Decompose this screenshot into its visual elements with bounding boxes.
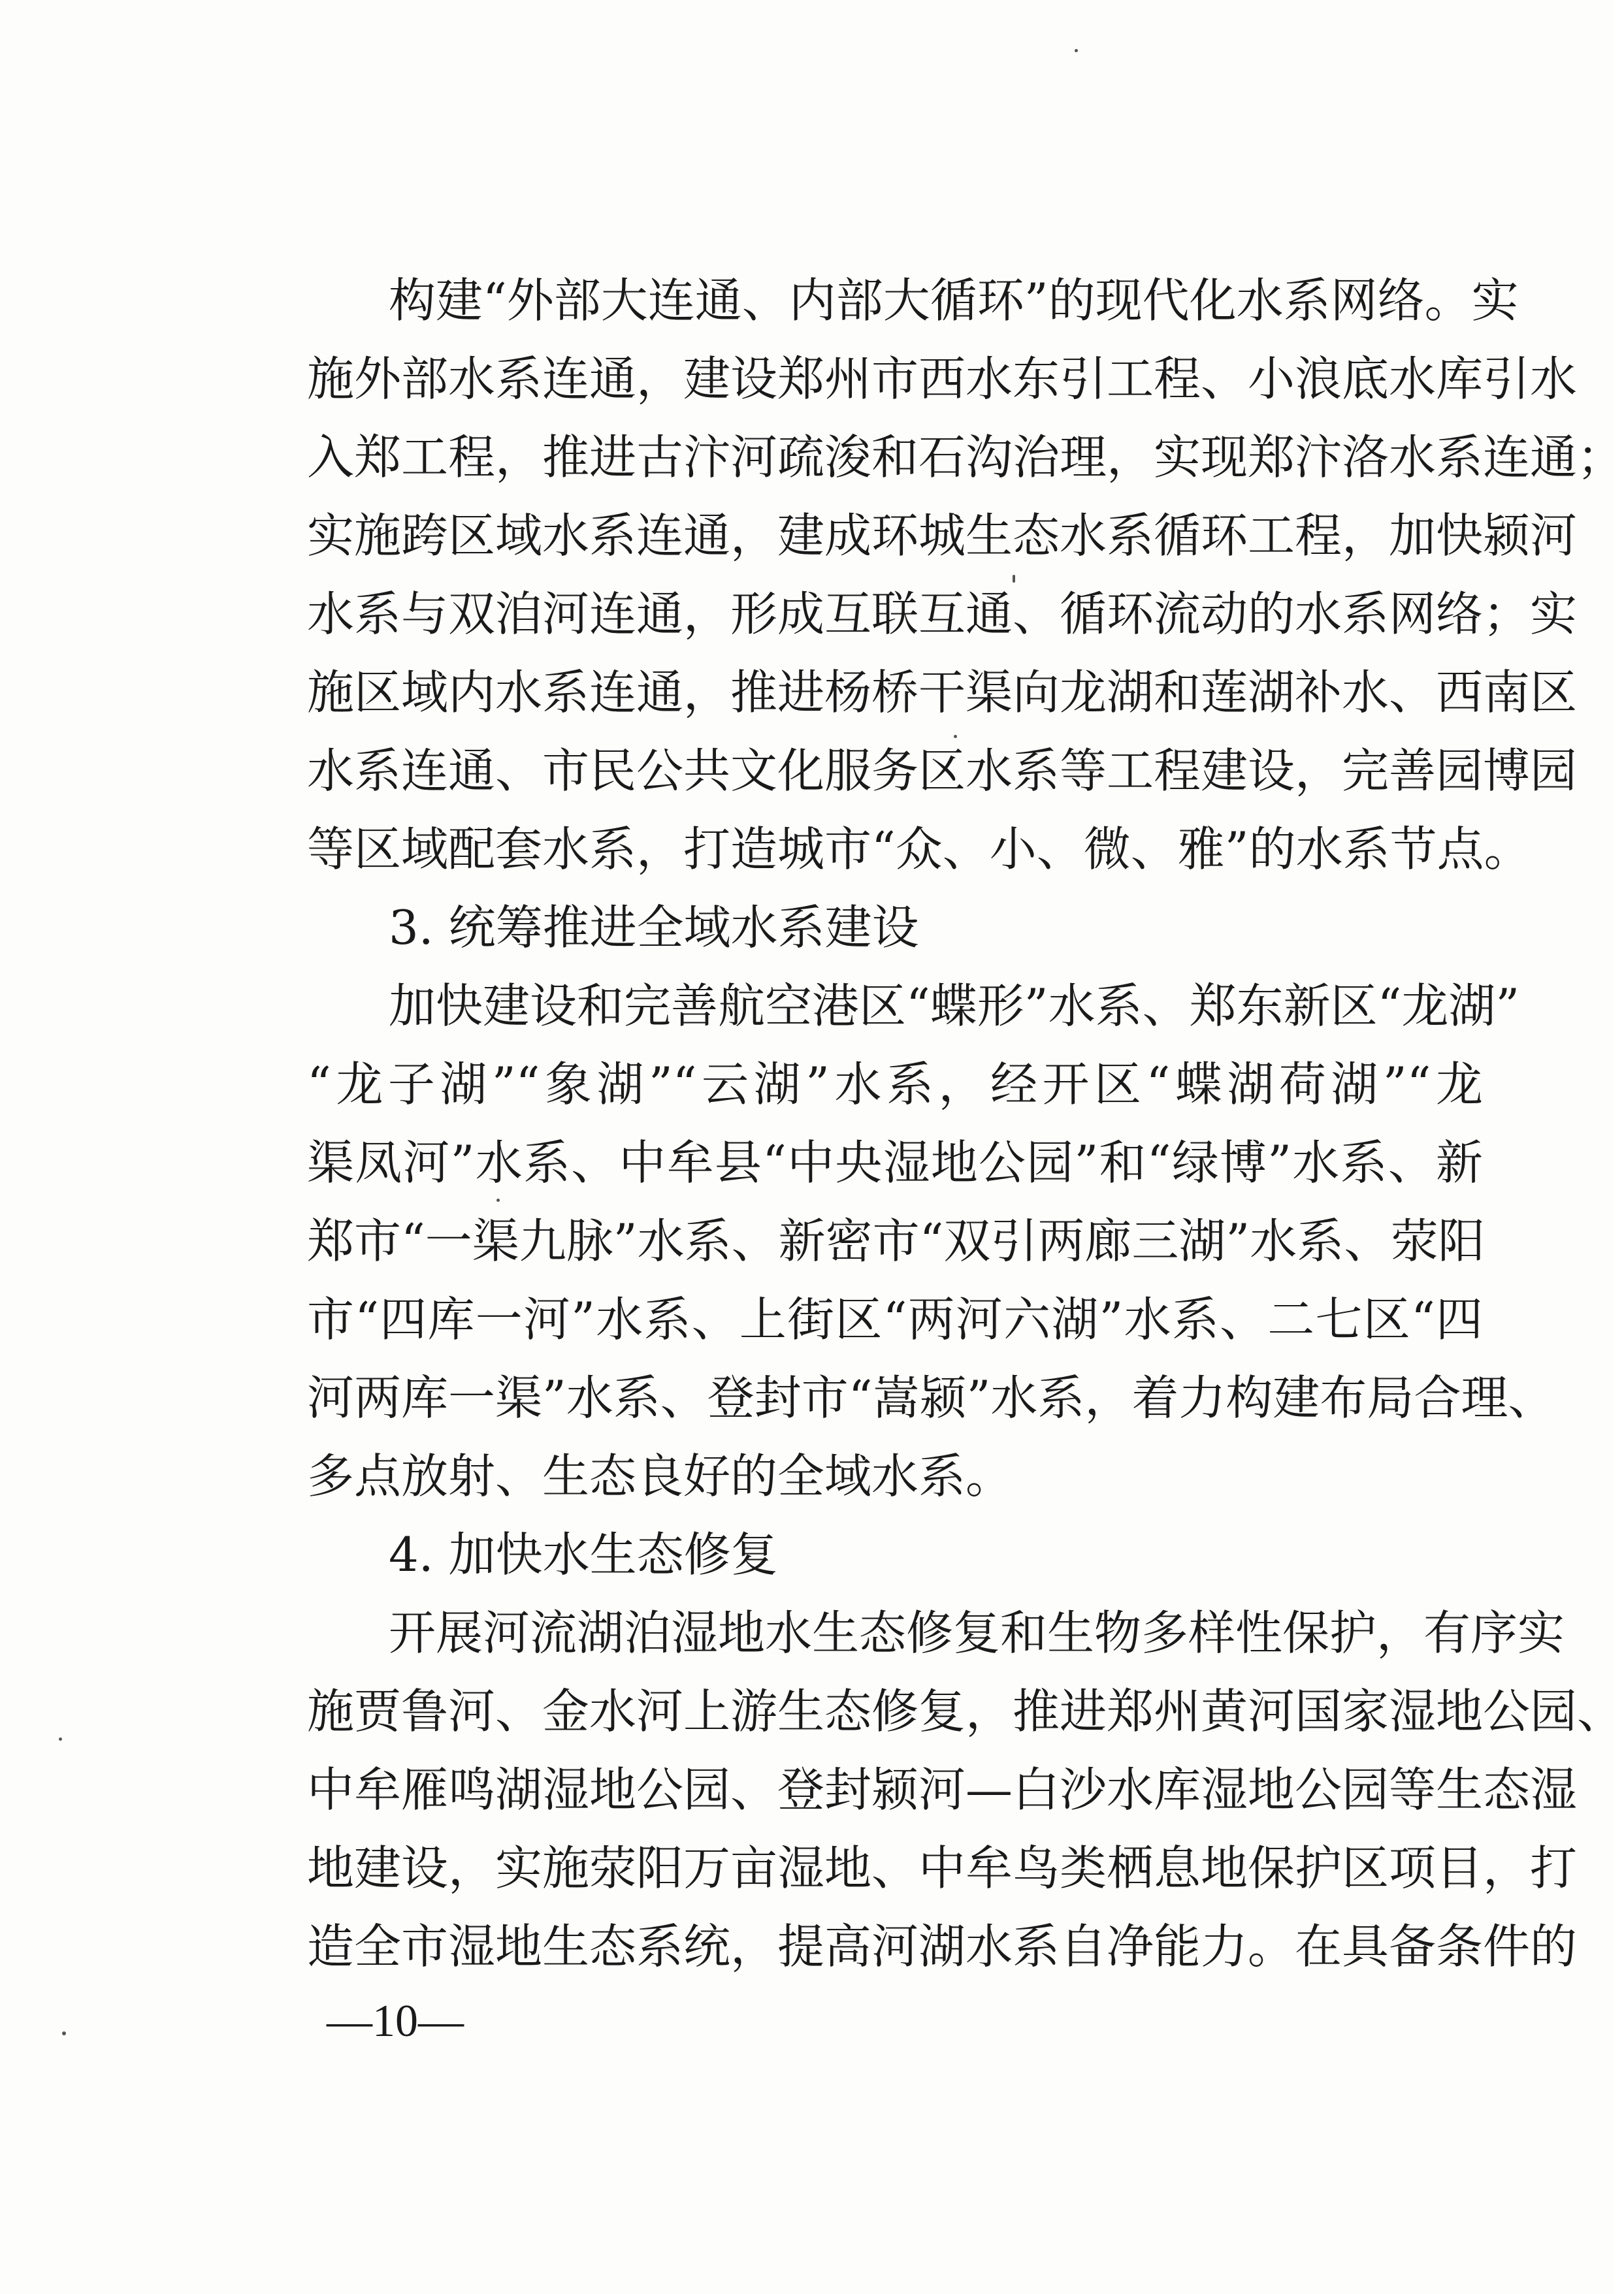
paragraph-line-18: 中牟雁鸣湖湿地公园、登封颍河—白沙水库湿地公园等生态湿 — [307, 1762, 1578, 1817]
paragraph-line-20: 造全市湿地生态系统，提高河湖水系自净能力。在具备条件的 — [307, 1919, 1578, 1974]
paragraph-line-7: 水系连通、市民公共文化服务区水系等工程建设，完善园博园 — [307, 743, 1578, 798]
paragraph-line-11: 渠凤河”水系、中牟县“中央湿地公园”和“绿博”水系、新 — [307, 1135, 1483, 1190]
scan-speck — [954, 735, 957, 738]
paragraph-line-6: 施区域内水系连通，推进杨桥干渠向龙湖和莲湖补水、西南区 — [307, 665, 1578, 720]
paragraph-line-15: 多点放射、生态良好的全域水系。 — [307, 1449, 1013, 1504]
paragraph-line-3: 入郑工程，推进古汴河疏浚和石沟治理，实现郑汴洛水系连通； — [307, 430, 1624, 485]
scan-speck — [59, 1737, 62, 1741]
paragraph-line-5: 水系与双洎河连通，形成互联互通、循环流动的水系网络；实 — [307, 587, 1578, 641]
paragraph-line-9: 加快建设和完善航空港区“蝶形”水系、郑东新区“龙湖” — [389, 978, 1520, 1033]
section-heading-3: 3. 统筹推进全域水系建设 — [389, 900, 919, 955]
page-number: —10— — [327, 1996, 464, 2046]
paragraph-line-1: 构建“外部大连通、内部大循环”的现代化水系网络。实 — [389, 273, 1519, 328]
scan-speck — [62, 2031, 66, 2035]
paragraph-line-10: “龙子湖”“象湖”“云湖”水系，经开区“蝶湖荷湖”“龙 — [307, 1057, 1483, 1112]
paragraph-line-8: 等区域配套水系，打造城市“众、小、微、雅”的水系节点。 — [307, 822, 1531, 877]
scan-speck — [1075, 49, 1078, 52]
paragraph-line-12: 郑市“一渠九脉”水系、新密市“双引两廊三湖”水系、荥阳 — [307, 1214, 1486, 1268]
paragraph-line-2: 施外部水系连通，建设郑州市西水东引工程、小浪底水库引水 — [307, 351, 1578, 406]
scan-speck — [1013, 575, 1015, 583]
scan-speck — [496, 1199, 500, 1202]
paragraph-line-14: 河两库一渠”水系、登封市“嵩颍”水系，着力构建布局合理、 — [307, 1370, 1555, 1425]
paragraph-line-13: 市“四库一河”水系、上街区“两河六湖”水系、二七区“四 — [307, 1292, 1483, 1347]
paragraph-line-19: 地建设，实施荥阳万亩湿地、中牟鸟类栖息地保护区项目，打 — [307, 1841, 1578, 1896]
paragraph-line-4: 实施跨区域水系连通，建成环城生态水系循环工程，加快颍河 — [307, 508, 1578, 563]
paragraph-line-17: 施贾鲁河、金水河上游生态修复，推进郑州黄河国家湿地公园、 — [307, 1684, 1624, 1739]
paragraph-line-16: 开展河流湖泊湿地水生态修复和生物多样性保护，有序实 — [389, 1606, 1565, 1660]
section-heading-4: 4. 加快水生态修复 — [389, 1527, 778, 1582]
